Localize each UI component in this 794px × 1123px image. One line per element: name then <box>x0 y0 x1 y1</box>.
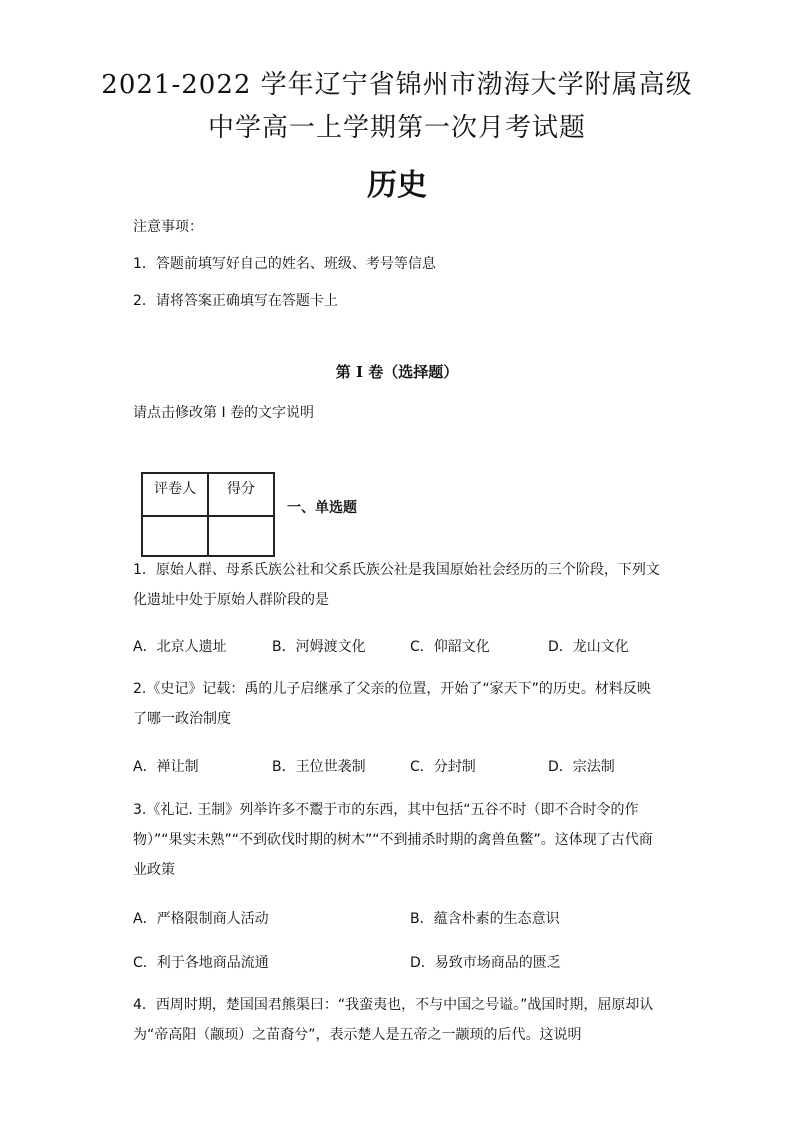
question-4-stem: 4．西周时期，楚国国君熊渠曰：“我蛮夷也，不与中国之号谥。”战国时期，屈原却认为“帝高阳（颛顼）之苗裔兮”，表示楚人是五帝之一颛顼的后代。这说明 <box>133 997 654 1043</box>
grader-header: 评卷人 <box>142 473 208 516</box>
question-2-stem: 2.《史记》记载：禹的儿子启继承了父亲的位置，开始了“家天下”的历史。材料反映了哪一政治制度 <box>133 681 651 727</box>
section-note[interactable]: 请点击修改第 I 卷的文字说明 <box>133 405 315 421</box>
question-3-option-a: A．严格限制商人活动 <box>133 911 269 927</box>
notes-item-1: 1．答题前填写好自己的姓名、班级、考号等信息 <box>133 256 436 272</box>
part-title: 一、单选题 <box>287 500 357 516</box>
exam-title-line2: 中学高一上学期第一次月考试题 <box>207 113 586 143</box>
question-2-option-a: A．禅让制 <box>133 759 199 775</box>
question-2-option-c: C．分封制 <box>410 759 476 775</box>
grading-table <box>141 472 275 557</box>
grader-cell <box>142 516 208 556</box>
question-1-option-b: B．河姆渡文化 <box>272 639 366 655</box>
question-1-option-c: C．仰韶文化 <box>410 639 490 655</box>
question-3-option-c: C．利于各地商品流通 <box>133 955 269 971</box>
score-header: 得分 <box>208 473 274 516</box>
exam-title-line1: 2021-2022 学年辽宁省锦州市渤海大学附属高级 <box>101 70 693 100</box>
question-3-option-b: B．蕴含朴素的生态意识 <box>410 911 560 927</box>
question-3-stem: 3.《礼记. 王制》列举许多不鬻于市的东西，其中包括“五谷不时（即不合时令的作物）”“果实未熟”“不到砍伐时期的树木”“不到捕杀时期的禽兽鱼鳖”。这体现了古代商业政策 <box>133 802 653 878</box>
section-title: 第 I 卷（选择题） <box>335 363 459 381</box>
notes-heading: 注意事项： <box>133 219 203 235</box>
score-cell <box>208 516 274 556</box>
subject-title: 历史 <box>367 168 427 203</box>
question-1-stem: 1．原始人群、母系氏族公社和父系氏族公社是我国原始社会经历的三个阶段，下列文化遗址中处于原始人群阶段的是 <box>133 562 660 608</box>
question-3-option-d: D．易致市场商品的匮乏 <box>410 955 561 971</box>
question-1-option-d: D．龙山文化 <box>548 639 629 655</box>
question-2-option-b: B．王位世袭制 <box>272 759 366 775</box>
question-1-option-a: A．北京人遗址 <box>133 639 227 655</box>
notes-item-2: 2．请将答案正确填写在答题卡上 <box>133 293 338 309</box>
question-2-option-d: D．宗法制 <box>548 759 615 775</box>
